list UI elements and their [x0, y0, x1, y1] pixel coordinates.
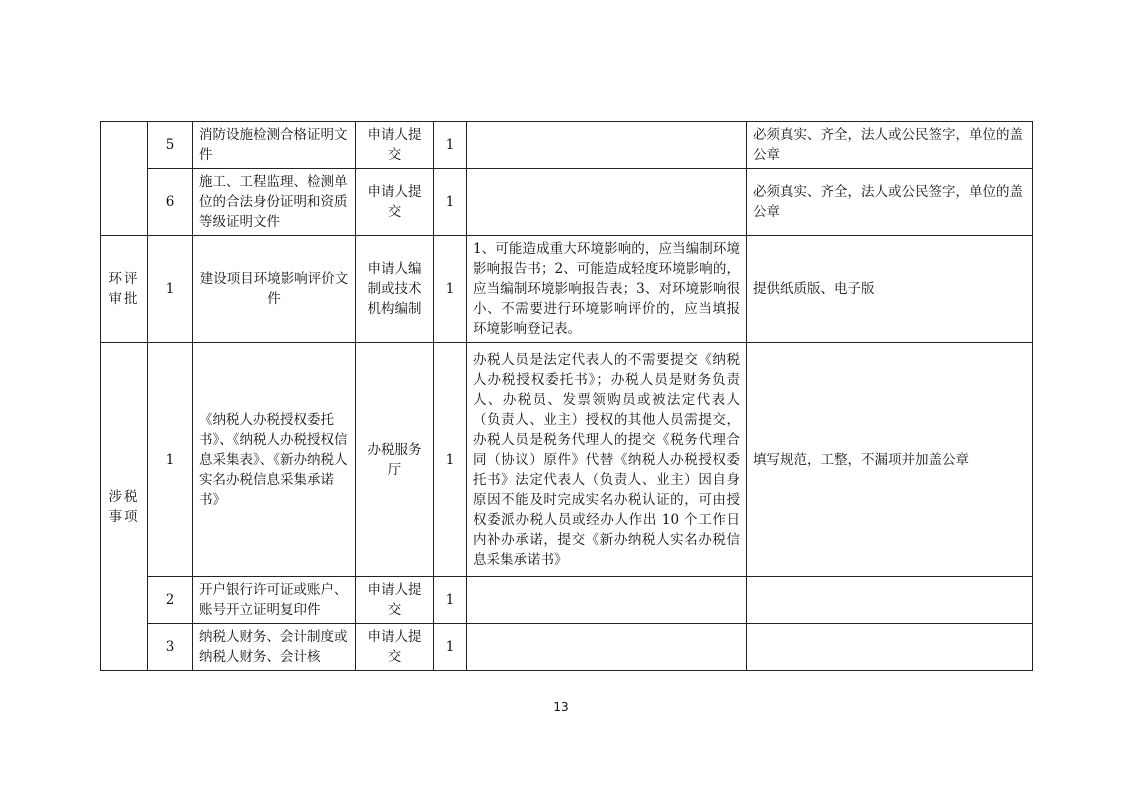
category-label: 涉税 事项	[108, 488, 140, 525]
material-source: 申请人编制或技术机构编制	[356, 236, 434, 343]
copies-count: 1	[434, 343, 467, 577]
material-name: 纳税人财务、会计制度或纳税人财务、会计核	[193, 624, 356, 671]
row-number: 2	[148, 577, 193, 624]
explanation	[467, 577, 747, 624]
table-row	[101, 236, 1033, 343]
material-source: 申请人提交	[356, 577, 434, 624]
page-number: 13	[553, 700, 569, 714]
requirement: 填写规范，工整，不漏项并加盖公章	[747, 343, 1033, 577]
row-number: 1	[148, 343, 193, 577]
table-row	[101, 624, 1033, 671]
material-source: 办税服务厅	[356, 343, 434, 577]
copies-count: 1	[434, 236, 467, 343]
material-name: 建设项目环境影响评价文件	[193, 236, 356, 343]
requirements-table	[100, 121, 1033, 671]
table-row	[101, 169, 1033, 236]
requirement: 提供纸质版、电子版	[747, 236, 1033, 343]
requirement	[747, 624, 1033, 671]
material-source: 申请人提交	[356, 624, 434, 671]
material-name: 消防设施检测合格证明文件	[193, 122, 356, 169]
category-cell	[101, 236, 148, 343]
requirement: 必须真实、齐全，法人或公民签字，单位的盖公章	[747, 169, 1033, 236]
requirement	[747, 577, 1033, 624]
copies-count: 1	[434, 122, 467, 169]
row-number: 6	[148, 169, 193, 236]
explanation	[467, 624, 747, 671]
row-number: 3	[148, 624, 193, 671]
row-number: 5	[148, 122, 193, 169]
row-number: 1	[148, 236, 193, 343]
explanation: 1、可能造成重大环境影响的，应当编制环境影响报告书；2、可能造成轻度环境影响的，应当编制环境影响报告表；3、对环境影响很小、不需要进行环境影响评价的，应当填报环境影响登记表。	[467, 236, 747, 343]
explanation: 办税人员是法定代表人的不需要提交《纳税人办税授权委托书》；办税人员是财务负责人、办税员、发票领购员或被法定代表人（负责人、业主）授权的其他人员需提交，办税人员是税务代理人的提交《税务代理合同（协议）原件》代替《纳税人办税授权委托书》法定代表人（负责人、业主）因自身原因不能及时完成实名办税认证的，可由授权委派办税人员或经办人作出 10 个工作日内补办承诺，提交《新办纳税人实名办税信息采集承诺书》	[467, 343, 747, 577]
category-label: 环评 审批	[108, 271, 140, 307]
category-cell	[101, 122, 148, 236]
category-cell	[101, 343, 148, 671]
explanation	[467, 122, 747, 169]
material-source: 申请人提交	[356, 169, 434, 236]
requirement: 必须真实、齐全，法人或公民签字，单位的盖公章	[747, 122, 1033, 169]
table-row	[101, 122, 1033, 169]
table-row	[101, 343, 1033, 577]
explanation	[467, 169, 747, 236]
copies-count: 1	[434, 577, 467, 624]
material-name: 施工、工程监理、检测单位的合法身份证明和资质等级证明文件	[193, 169, 356, 236]
material-name: 开户银行许可证或账户、账号开立证明复印件	[193, 577, 356, 624]
copies-count: 1	[434, 624, 467, 671]
table-row	[101, 577, 1033, 624]
copies-count: 1	[434, 169, 467, 236]
material-source: 申请人提交	[356, 122, 434, 169]
material-name: 《纳税人办税授权委托书》、《纳税人办税授权信息采集表》、《新办纳税人实名办税信息采集承诺书》	[193, 343, 356, 577]
